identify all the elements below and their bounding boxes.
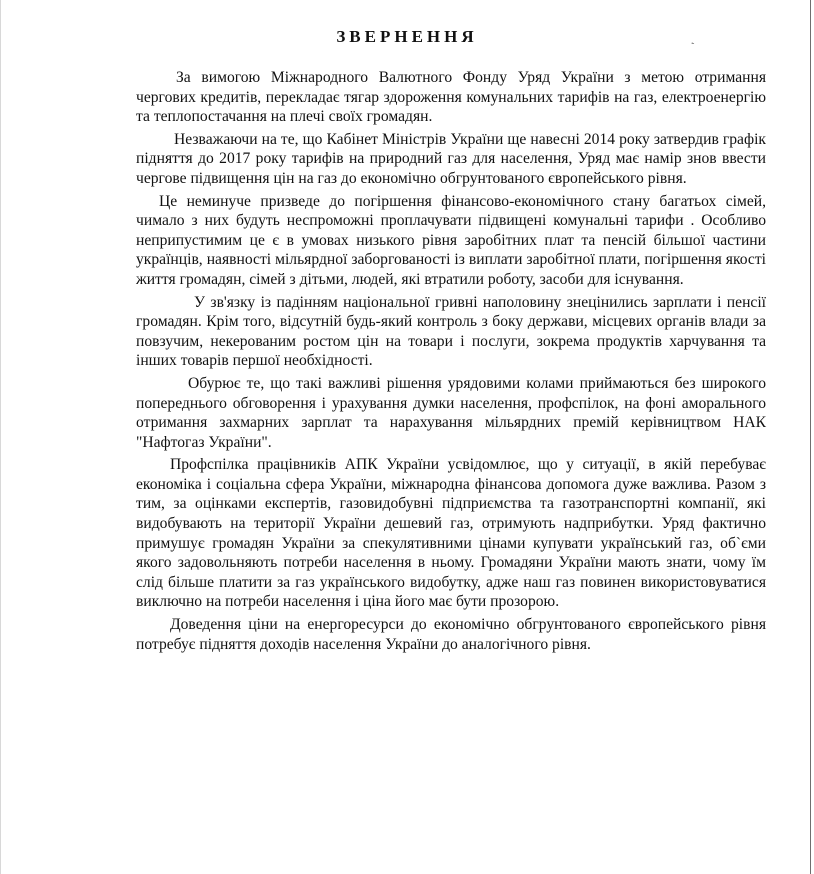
paragraph-6: Профспілка працівників АПК України усвідомлює, що у ситуації, в якій перебуває економіка і соціальна сфера України, міжнародна фінансова допомога дуже важлива. Разом з тим, за оцінками експертів, газовидобувні підприємства та газотранспортні компанії, які видобувають на території України дешевий газ, отримують надприбутки. Уряд фактично примушує громадян України за спекулятивними цінами купувати український газ, об`єми якого задовольняють потреби населення в ньому. Громадяни України мають знати, чому їм слід більше платити за газ українського видобутку, адже наш газ повинен використовуватися виключно на потреби населення і ціна його має бути прозорою.	[136, 456, 766, 611]
stray-mark: ˏ	[686, 30, 696, 46]
document-body	[136, 68, 766, 657]
document-title: ЗВЕРНЕННЯ	[336, 27, 478, 46]
paragraph-7: Доведення ціни на енергоресурси до економічно обгрунтованого європейського рівня потребує підняття доходів населення України до аналогічного рівня.	[136, 616, 766, 653]
right-page-edge	[810, 0, 811, 874]
paragraph-2: Незважаючи на те, що Кабінет Міністрів України ще навесні 2014 року затвердив графік підняття до 2017 року тарифів на природний газ для населення, Уряд має намір знов ввести чергове підвищення цін на газ до економічно обгрунтованого європейського рівня.	[136, 130, 766, 187]
paragraph-5: Обурює те, що такі важливі рішення урядовими колами приймаються без широкого попереднього обговорення і урахування думки населення, профспілок, на фоні аморального отримання захмарних зарплат та нарахування мільярдних премій керівництвом НАК "Нафтогаз України".	[136, 374, 766, 451]
paragraph-4: У зв'язку із падінням національної гривні наполовину знецінились зарплати і пенсії громадян. Крім того, відсутній будь-який контроль з боку держави, місцевих органів влади за повзучим, некерованим ростом цін на товари і послуги, зокрема продуктів харчування та інших товарів першої необхідності.	[136, 293, 766, 370]
left-page-edge	[0, 0, 1, 874]
paragraph-1: За вимогою Міжнародного Валютного Фонду Уряд України з метою отримання чергових кредитів, перекладає тягар здороження комунальних тарифів на газ, електроенергію та теплопостачання на плечі своїх громадян.	[136, 69, 766, 126]
paragraph-3: Це неминуче призведе до погіршення фінансово-економічного стану багатьох сімей, чимало з них будуть неспроможні проплачувати підвищені комунальні тарифи . Особливо неприпустимим це є в умовах низького рівня заробітних плат та пенсій більшої частини українців, наявності мільярдної заборгованості із виплати заробітної плати, погіршення якості життя громадян, сімей з дітьми, людей, які втратили роботу, засоби для існування.	[136, 192, 766, 288]
